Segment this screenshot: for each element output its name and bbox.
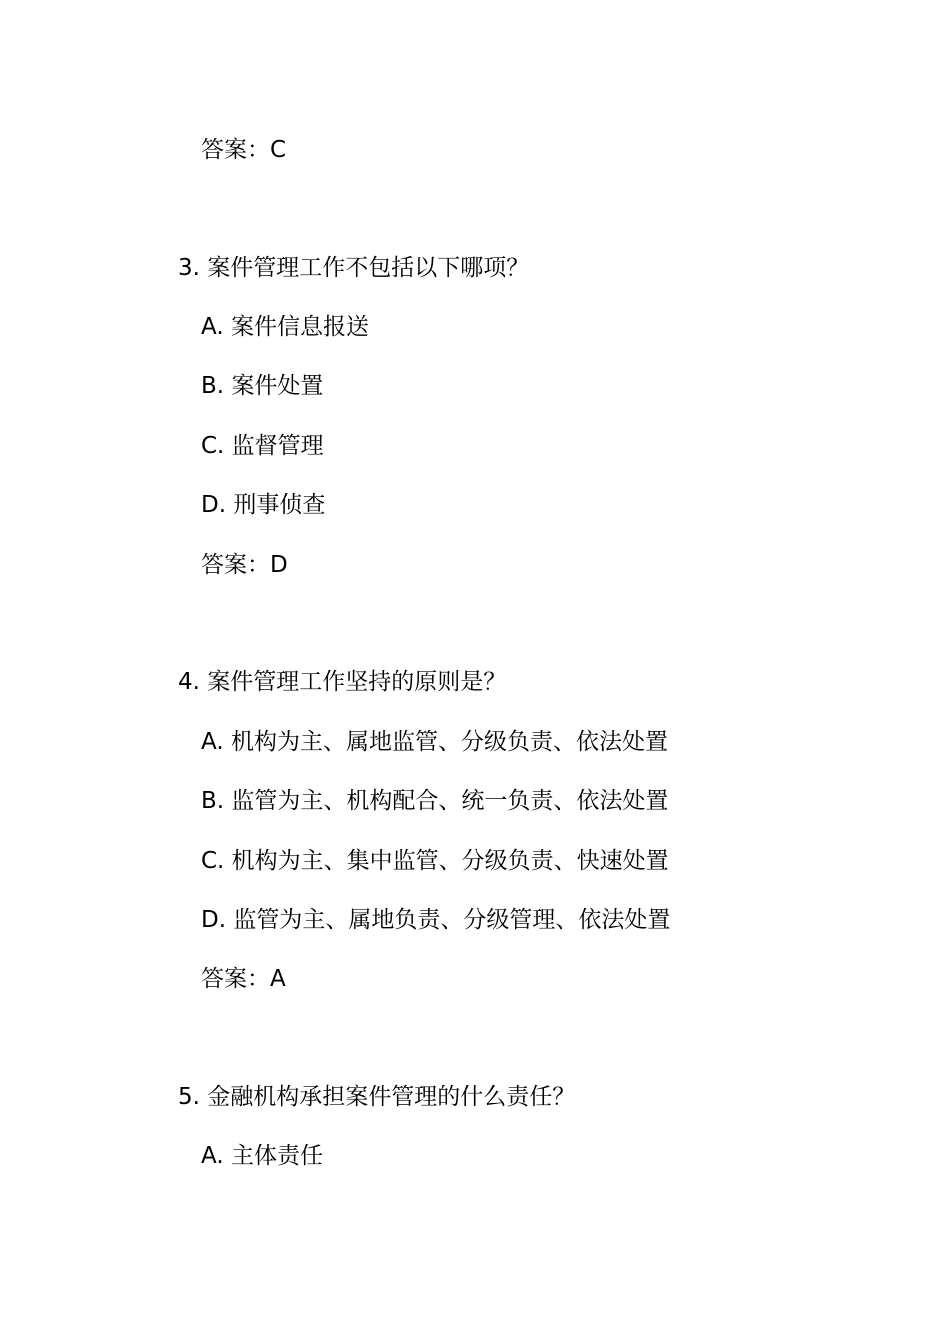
option-item: A. 主体责任	[201, 1143, 323, 1169]
answer-line: 答案：A	[201, 966, 286, 992]
question-title: 5. 金融机构承担案件管理的什么责任？	[178, 1084, 576, 1110]
option-item: D. 刑事侦查	[201, 492, 326, 518]
option-item: C. 机构为主、集中监管、分级负责、快速处置	[201, 848, 669, 874]
answer-line: 答案：C	[201, 137, 287, 163]
option-item: A. 案件信息报送	[201, 314, 369, 340]
option-item: A. 机构为主、属地监管、分级负责、依法处置	[201, 729, 668, 755]
answer-line: 答案：D	[201, 552, 288, 578]
option-item: B. 监管为主、机构配合、统一负责、依法处置	[201, 788, 669, 814]
option-item: D. 监管为主、属地负责、分级管理、依法处置	[201, 907, 671, 933]
option-item: B. 案件处置	[201, 373, 324, 399]
question-title: 4. 案件管理工作坚持的原则是？	[178, 669, 507, 695]
option-item: C. 监督管理	[201, 433, 324, 459]
question-title: 3. 案件管理工作不包括以下哪项？	[178, 255, 530, 281]
